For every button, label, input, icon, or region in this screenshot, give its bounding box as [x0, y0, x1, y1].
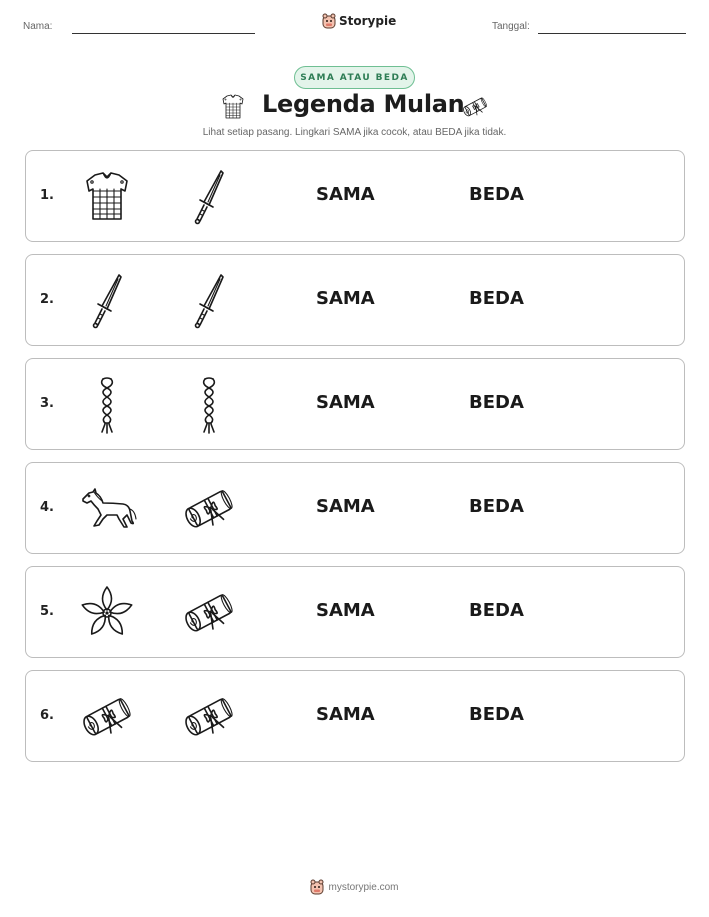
- question-number: 6.: [40, 708, 54, 723]
- question-row: [25, 254, 685, 346]
- armor-icon: [77, 167, 137, 227]
- beda-option[interactable]: BEDA: [469, 184, 524, 205]
- scroll-icon: [460, 92, 490, 122]
- activity-badge: SAMA ATAU BEDA: [294, 66, 415, 89]
- storypie-logo-icon: [310, 879, 324, 895]
- question-row: [25, 150, 685, 242]
- name-field[interactable]: [72, 33, 255, 34]
- sama-option[interactable]: SAMA: [316, 392, 375, 413]
- scroll-icon: [77, 687, 137, 747]
- braid-icon: [77, 375, 137, 435]
- storypie-logo-icon: [322, 13, 336, 29]
- question-row: [25, 462, 685, 554]
- date-label: Tanggal:: [492, 21, 530, 32]
- sama-option[interactable]: SAMA: [316, 288, 375, 309]
- question-number: 1.: [40, 188, 54, 203]
- sama-option[interactable]: SAMA: [316, 496, 375, 517]
- footer-url[interactable]: mystorypie.com: [328, 881, 399, 893]
- sword-icon: [179, 167, 239, 227]
- scroll-icon: [179, 687, 239, 747]
- title-row: [0, 90, 709, 124]
- name-label: Nama:: [23, 21, 53, 32]
- beda-option[interactable]: BEDA: [469, 600, 524, 621]
- beda-option[interactable]: BEDA: [469, 496, 524, 517]
- horse-icon: [77, 479, 137, 539]
- brand-name: Storypie: [339, 14, 397, 28]
- beda-option[interactable]: BEDA: [469, 288, 524, 309]
- footer: [0, 879, 709, 895]
- sama-option[interactable]: SAMA: [316, 704, 375, 725]
- sama-option[interactable]: SAMA: [316, 600, 375, 621]
- sama-option[interactable]: SAMA: [316, 184, 375, 205]
- page-title: Legenda Mulan: [262, 90, 465, 118]
- question-row: [25, 670, 685, 762]
- beda-option[interactable]: BEDA: [469, 704, 524, 725]
- armor-icon: [218, 92, 248, 122]
- sword-icon: [179, 271, 239, 331]
- question-number: 2.: [40, 292, 54, 307]
- scroll-icon: [179, 479, 239, 539]
- worksheet-header: [0, 0, 709, 50]
- question-number: 5.: [40, 604, 54, 619]
- scroll-icon: [179, 583, 239, 643]
- flower-icon: [77, 583, 137, 643]
- instructions: Lihat setiap pasang. Lingkari SAMA jika cocok, atau BEDA jika tidak.: [202, 127, 507, 138]
- braid-icon: [179, 375, 239, 435]
- beda-option[interactable]: BEDA: [469, 392, 524, 413]
- question-number: 3.: [40, 396, 54, 411]
- question-number: 4.: [40, 500, 54, 515]
- date-field[interactable]: [538, 33, 686, 34]
- question-row: [25, 358, 685, 450]
- brand: [322, 13, 396, 29]
- question-row: [25, 566, 685, 658]
- sword-icon: [77, 271, 137, 331]
